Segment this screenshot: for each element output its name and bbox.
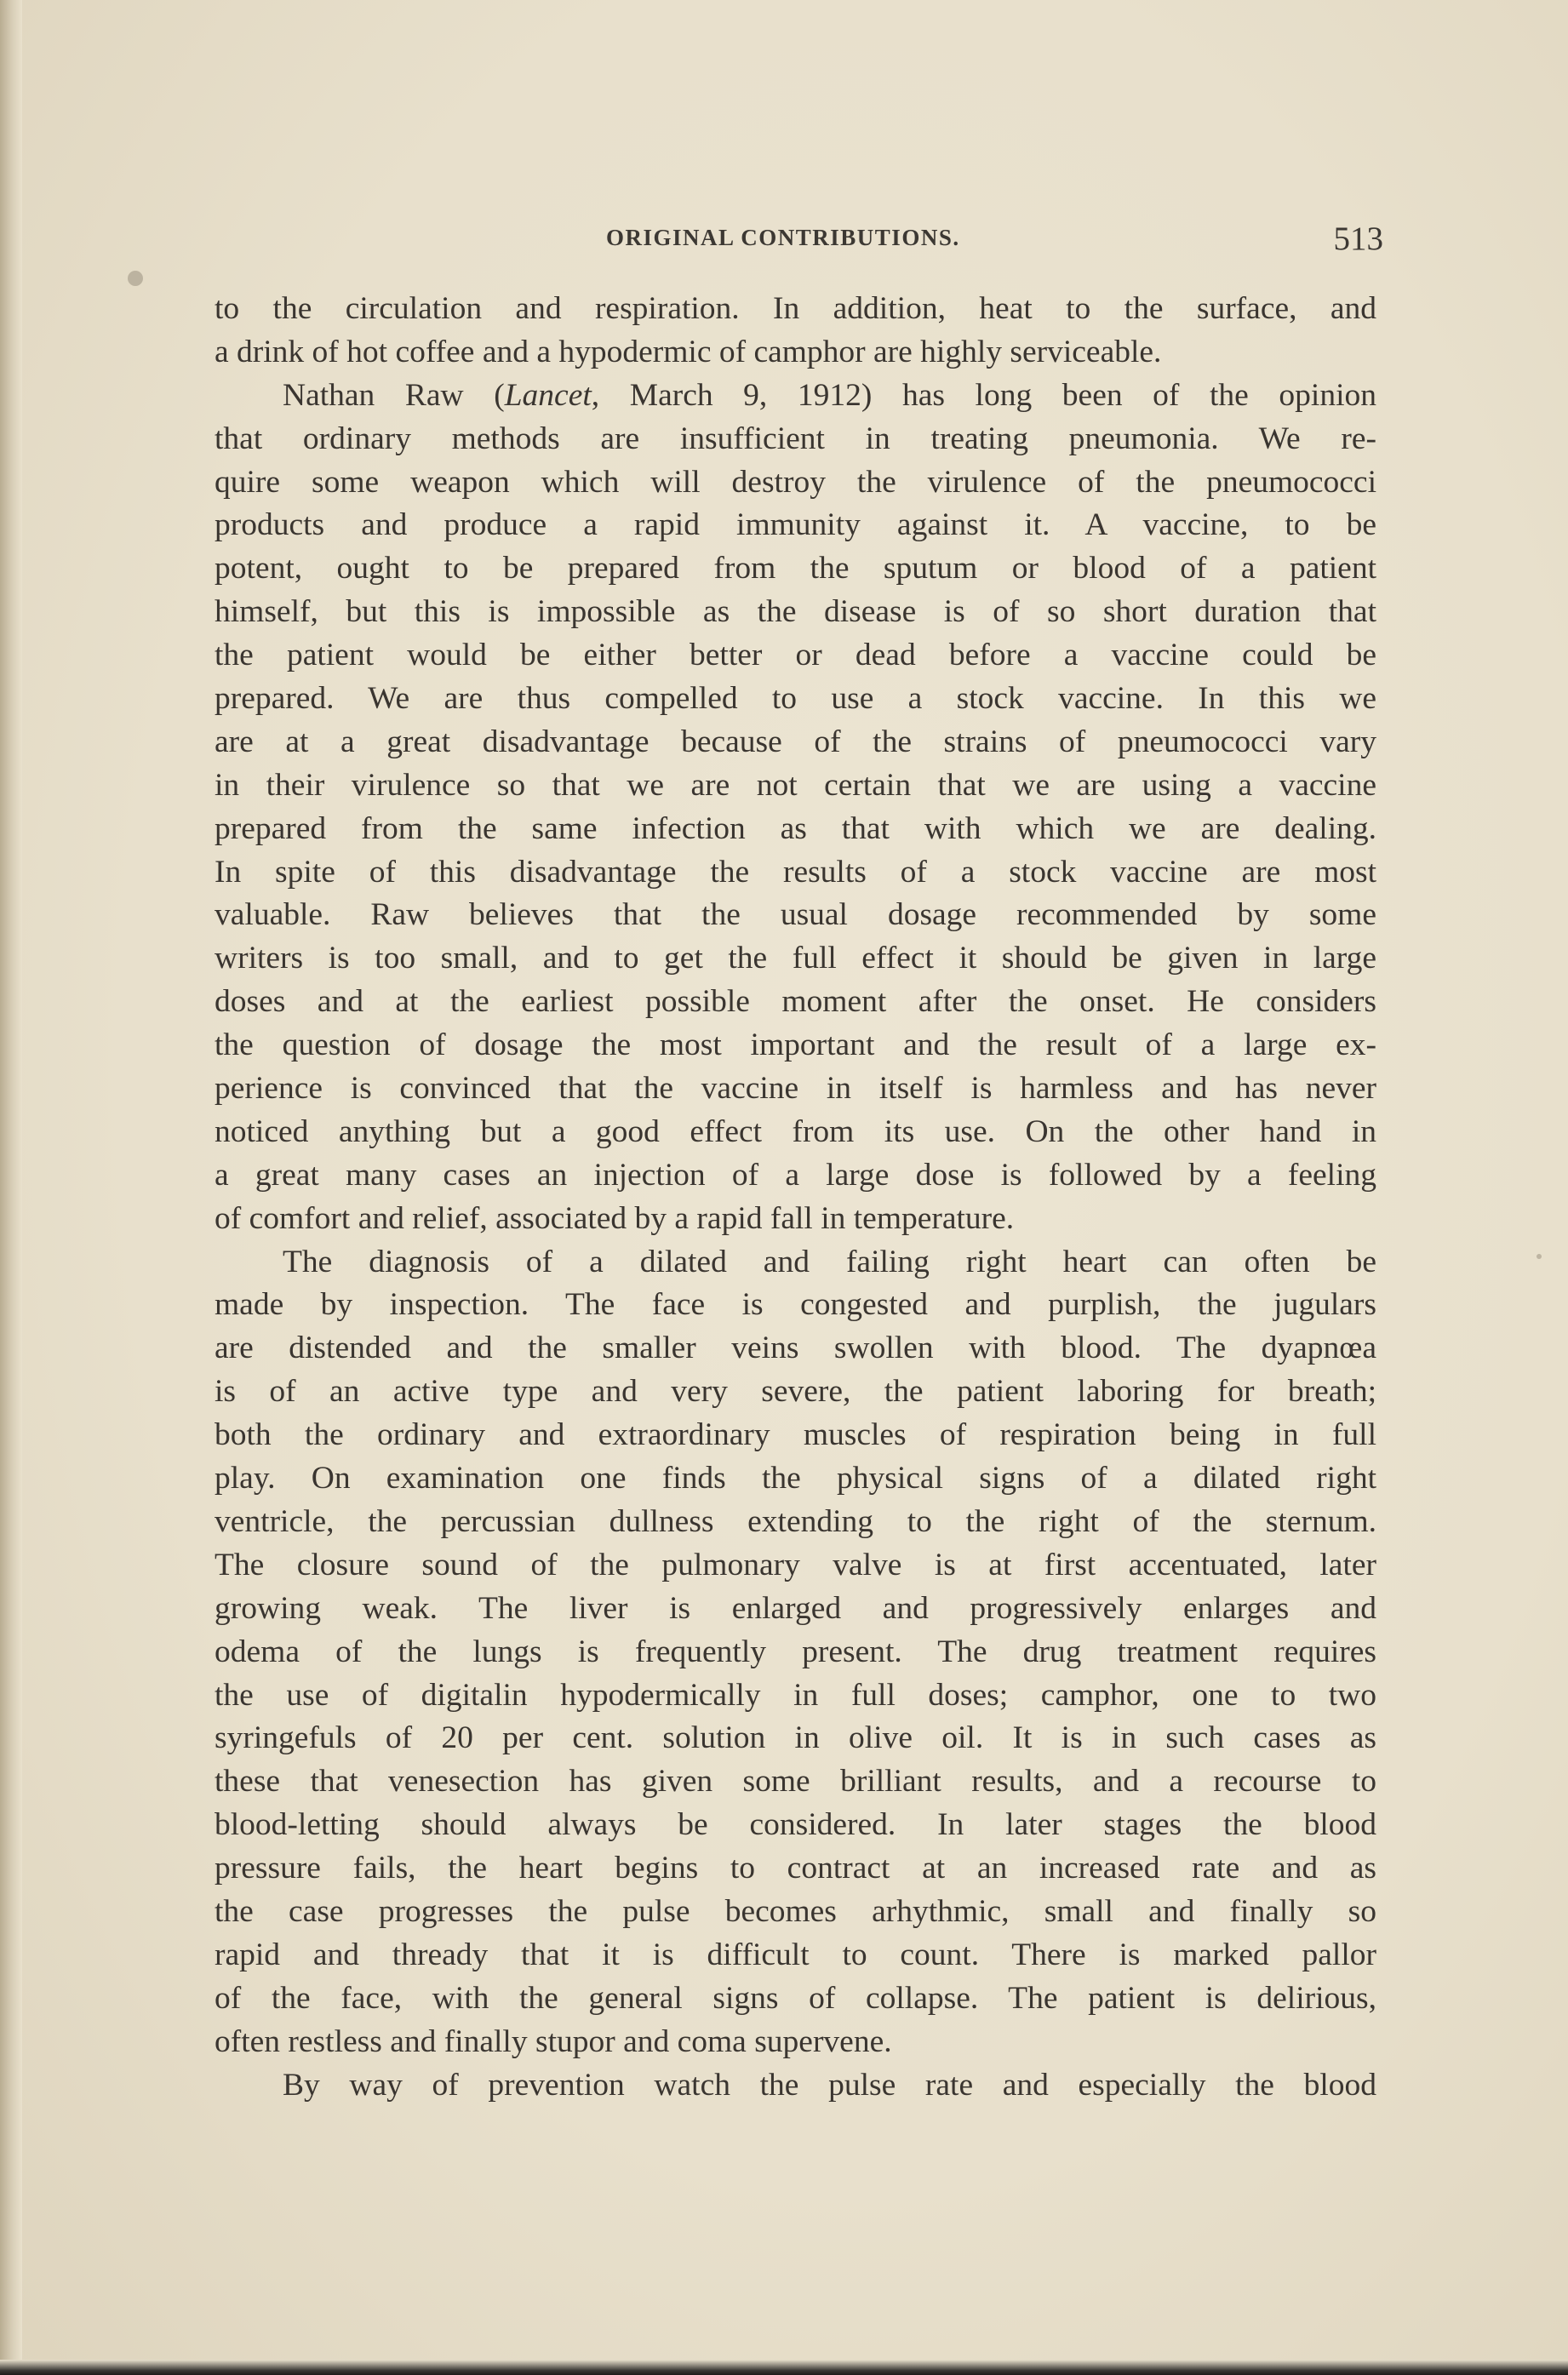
text-line: doses and at the earliest possible moment after the onset. He considers bbox=[215, 984, 1376, 1020]
text-line: rapid and thready that it is difficult to count. There is marked pallor bbox=[215, 1937, 1376, 1972]
text-line: prepared. We are thus compelled to use a stock vaccine. In this we bbox=[215, 681, 1376, 717]
text-line: the patient would be either better or dead before a vaccine could be bbox=[215, 638, 1376, 673]
text-line-paragraph-start: Nathan Raw (Lancet, March 9, 1912) has long been of the opinion bbox=[283, 377, 1376, 413]
running-title: ORIGINAL CONTRIBUTIONS. bbox=[606, 225, 960, 250]
text-line: are at a great disadvantage because of the strains of pneumococci vary bbox=[215, 724, 1376, 759]
text-line: a great many cases an injection of a large dose is followed by a feeling bbox=[215, 1157, 1376, 1193]
body-text bbox=[215, 288, 1376, 2107]
text-line: the question of dosage the most important and the result of a large ex- bbox=[215, 1027, 1376, 1063]
text-line: growing weak. The liver is enlarged and progressively enlarges and bbox=[215, 1590, 1376, 1626]
text-line: made by inspection. The face is congested and purplish, the jugulars bbox=[215, 1287, 1376, 1323]
book-spine-edge bbox=[0, 0, 22, 2375]
text-line: syringefuls of 20 per cent. solution in olive oil. It is in such cases as bbox=[215, 1720, 1376, 1756]
text-line: both the ordinary and extraordinary muscles of respiration being in full bbox=[215, 1417, 1376, 1453]
text-line: In spite of this disadvantage the results of a stock vaccine are most bbox=[215, 854, 1376, 890]
text-line: are distended and the smaller veins swollen with blood. The dyapnœa bbox=[215, 1331, 1376, 1366]
text-line: quire some weapon which will destroy the virulence of the pneumococci bbox=[215, 464, 1376, 500]
text-line: is of an active type and very severe, the patient laboring for breath; bbox=[215, 1374, 1376, 1410]
text-line-paragraph-start: By way of prevention watch the pulse rate and especially the blood bbox=[283, 2067, 1376, 2103]
text-line: pressure fails, the heart begins to contract at an increased rate and as bbox=[215, 1851, 1376, 1886]
text-line: these that venesection has given some brilliant results, and a recourse to bbox=[215, 1764, 1376, 1800]
text-line: of the face, with the general signs of collapse. The patient is delirious, bbox=[215, 1980, 1376, 2016]
text-line: often restless and finally stupor and coma supervene. bbox=[215, 2023, 892, 2059]
text-line: The closure sound of the pulmonary valve is at first accentuated, later bbox=[215, 1547, 1376, 1582]
page-bottom-edge bbox=[0, 2360, 1568, 2375]
text-line: in their virulence so that we are not certain that we are using a vaccine bbox=[215, 767, 1376, 803]
text-line: play. On examination one finds the physical signs of a dilated right bbox=[215, 1461, 1376, 1497]
text-line: the case progresses the pulse becomes arhythmic, small and finally so bbox=[215, 1893, 1376, 1929]
text-line: valuable. Raw believes that the usual dosage recommended by some bbox=[215, 897, 1376, 933]
text-line: blood-letting should always be considered. In later stages the blood bbox=[215, 1807, 1376, 1843]
running-head bbox=[217, 220, 1383, 271]
text-line: that ordinary methods are insufficient in treating pneumonia. We re- bbox=[215, 421, 1376, 456]
text-line: prepared from the same infection as that with which we are dealing. bbox=[215, 810, 1376, 846]
text-line-paragraph-start: The diagnosis of a dilated and failing right heart can often be bbox=[283, 1244, 1376, 1279]
paper-speck bbox=[1537, 1254, 1542, 1259]
text-line: of comfort and relief, associated by a rapid fall in temperature. bbox=[215, 1200, 1015, 1236]
text-line: the use of digitalin hypodermically in full doses; camphor, one to two bbox=[215, 1677, 1376, 1713]
text-line: to the circulation and respiration. In addition, heat to the surface, and bbox=[215, 291, 1376, 326]
text-line: potent, ought to be prepared from the sputum or blood of a patient bbox=[215, 551, 1376, 587]
text-line: odema of the lungs is frequently present. The drug treatment requires bbox=[215, 1634, 1376, 1669]
page-number: 513 bbox=[1333, 220, 1383, 257]
text-line: products and produce a rapid immunity against it. A vaccine, to be bbox=[215, 507, 1376, 543]
text-line: noticed anything but a good effect from its use. On the other hand in bbox=[215, 1113, 1376, 1149]
text-line: perience is convinced that the vaccine in itself is harmless and has never bbox=[215, 1071, 1376, 1107]
paper-speck bbox=[128, 271, 143, 286]
text-line: himself, but this is impossible as the disease is of so short duration that bbox=[215, 594, 1376, 630]
text-line: a drink of hot coffee and a hypodermic of camphor are highly serviceable. bbox=[215, 334, 1162, 369]
text-line: writers is too small, and to get the full effect it should be given in large bbox=[215, 941, 1376, 976]
text-line: ventricle, the percussian dullness extending to the right of the sternum. bbox=[215, 1503, 1376, 1539]
journal-title: Lancet bbox=[504, 377, 592, 413]
